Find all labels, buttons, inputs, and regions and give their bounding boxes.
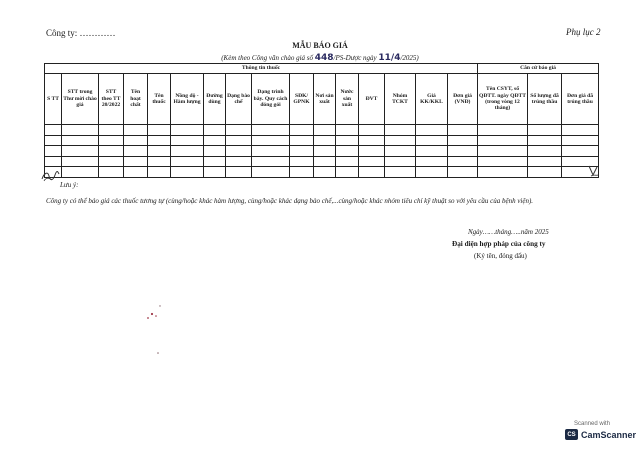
table-row	[45, 167, 599, 178]
document-title: MẪU BÁO GIÁ	[292, 41, 348, 50]
table-cell	[45, 156, 62, 167]
table-cell	[226, 156, 252, 167]
column-header: Tên thuốc	[148, 74, 171, 125]
table-cell	[290, 156, 314, 167]
table-cell	[385, 156, 416, 167]
table-cell	[204, 167, 226, 178]
note-text: Công ty có thể báo giá các thuốc tương tự (cùng/hoặc khác hàm lượng, cùng/hoặc khác dạng bào chế,...cùng/hoặc khác nhóm tiêu chí kỹ thuật so với yêu cầu của bệnh viện).	[46, 197, 534, 205]
table-cell	[562, 146, 599, 157]
table-row	[45, 125, 599, 136]
table-cell	[148, 135, 171, 146]
table-cell	[336, 146, 359, 157]
table-cell	[359, 146, 385, 157]
table-cell	[448, 135, 478, 146]
table-cell	[416, 135, 448, 146]
table-cell	[448, 167, 478, 178]
table-cell	[62, 146, 99, 157]
table-cell	[124, 146, 148, 157]
table-cell	[528, 167, 562, 178]
table-cell	[478, 167, 528, 178]
table-cell	[336, 156, 359, 167]
table-cell	[478, 135, 528, 146]
column-header: Số lượng đã trúng thầu	[528, 74, 562, 125]
table-cell	[148, 167, 171, 178]
group-header-drug-info: Thông tin thuốc	[45, 64, 478, 74]
column-header: Tên hoạt chất	[124, 74, 148, 125]
column-header: Đường dùng	[204, 74, 226, 125]
table-cell	[171, 156, 204, 167]
table-cell	[45, 125, 62, 136]
ink-specks	[140, 296, 180, 356]
table-cell	[528, 135, 562, 146]
table-cell	[99, 167, 124, 178]
table-cell	[448, 146, 478, 157]
table-cell	[290, 135, 314, 146]
table-cell	[204, 146, 226, 157]
table-cell	[148, 146, 171, 157]
document-subtitle	[0, 53, 640, 63]
table-cell	[148, 125, 171, 136]
table-cell	[252, 125, 290, 136]
table-cell	[359, 156, 385, 167]
table-cell	[336, 125, 359, 136]
table-cell	[448, 125, 478, 136]
table-cell	[226, 135, 252, 146]
table-cell	[99, 135, 124, 146]
camscanner-brand: CamScanner	[581, 429, 637, 440]
table-cell	[252, 156, 290, 167]
appendix-label: Phụ lục 2	[566, 27, 601, 37]
table-cell	[124, 156, 148, 167]
company-label: Công ty: …………	[46, 28, 116, 38]
table-cell	[314, 135, 336, 146]
table-cell	[385, 135, 416, 146]
table-cell	[62, 135, 99, 146]
column-header: STT trong Thư mời chào giá	[62, 74, 99, 125]
table-cell	[562, 135, 599, 146]
table-cell	[252, 167, 290, 178]
table-cell	[448, 156, 478, 167]
column-header: Nước sản xuất	[336, 74, 359, 125]
table-cell	[62, 167, 99, 178]
table-cell	[99, 146, 124, 157]
table-cell	[171, 167, 204, 178]
subtitle-suffix: /2025)	[400, 54, 419, 62]
handwritten-scribble-right	[586, 164, 600, 178]
table-cell	[62, 156, 99, 167]
table-row	[45, 135, 599, 146]
table-cell	[252, 146, 290, 157]
table-cell	[314, 156, 336, 167]
table-cell	[478, 156, 528, 167]
column-header: Nhóm TCKT	[385, 74, 416, 125]
table-cell	[359, 135, 385, 146]
table-cell	[528, 146, 562, 157]
handwritten-scribble-left	[40, 169, 60, 183]
subtitle-middle: /PS-Dược ngày	[333, 54, 377, 62]
column-header: ĐVT	[359, 74, 385, 125]
table-cell	[385, 167, 416, 178]
table-cell	[528, 156, 562, 167]
group-header-price-basis: Căn cứ báo giá	[478, 64, 599, 74]
table-cell	[252, 135, 290, 146]
table-cell	[124, 125, 148, 136]
column-header: S TT	[45, 74, 62, 125]
signature-date-line: Ngày……tháng…..năm 2025	[468, 228, 549, 236]
column-header: SĐK/ GPNK	[290, 74, 314, 125]
sign-stamp-note: (Ký tên, đóng dấu)	[474, 252, 527, 260]
table-cell	[171, 135, 204, 146]
table-cell	[562, 125, 599, 136]
table-cell	[45, 135, 62, 146]
table-cell	[99, 156, 124, 167]
table-cell	[359, 125, 385, 136]
table-cell	[290, 167, 314, 178]
table-row	[45, 146, 599, 157]
handwritten-date: 11/4	[378, 53, 401, 63]
legal-representative-label: Đại diện hợp pháp của công ty	[452, 240, 546, 248]
table-cell	[204, 135, 226, 146]
note-label: Lưu ý:	[60, 181, 79, 189]
table-cell	[416, 146, 448, 157]
table-cell	[204, 156, 226, 167]
table-cell	[226, 167, 252, 178]
column-header: Đơn giá đã trúng thầu	[562, 74, 599, 125]
table-cell	[359, 167, 385, 178]
table-cell	[204, 125, 226, 136]
column-header: Nơi sản xuất	[314, 74, 336, 125]
table-cell	[478, 146, 528, 157]
table-cell	[290, 146, 314, 157]
table-cell	[314, 167, 336, 178]
table-cell	[385, 125, 416, 136]
camscanner-watermark	[565, 429, 636, 440]
table-cell	[314, 125, 336, 136]
column-header: STT theo TT 20/2022	[99, 74, 124, 125]
table-cell	[171, 125, 204, 136]
column-header: Dạng trình bày. Quy cách đóng gói	[252, 74, 290, 125]
table-cell	[478, 125, 528, 136]
table-cell	[148, 156, 171, 167]
table-cell	[314, 146, 336, 157]
table-cell	[336, 135, 359, 146]
column-header: Nồng độ - Hàm lượng	[171, 74, 204, 125]
table-cell	[99, 125, 124, 136]
column-header: Dạng bào chế	[226, 74, 252, 125]
table-cell	[528, 125, 562, 136]
column-header: Đơn giá (VNĐ)	[448, 74, 478, 125]
price-quote-table	[44, 63, 599, 178]
table-cell	[124, 135, 148, 146]
table-cell	[171, 146, 204, 157]
column-header: Tên CSYT, số QĐTT. ngày QĐTT (trong vòng 12 tháng)	[478, 74, 528, 125]
subtitle-prefix: (Kèm theo Công văn chào giá số	[221, 54, 313, 62]
camscanner-logo-icon: CS	[565, 429, 578, 440]
scanned-with-label: Scanned with	[574, 421, 611, 427]
table-cell	[416, 167, 448, 178]
table-cell	[62, 125, 99, 136]
table-cell	[226, 146, 252, 157]
table-cell	[45, 146, 62, 157]
table-cell	[336, 167, 359, 178]
table-cell	[290, 125, 314, 136]
table-cell	[416, 125, 448, 136]
handwritten-document-number: 448	[314, 53, 334, 63]
table-cell	[416, 156, 448, 167]
column-header: Giá KK/KKL	[416, 74, 448, 125]
table-cell	[385, 146, 416, 157]
table-cell	[226, 125, 252, 136]
table-cell	[124, 167, 148, 178]
table-row	[45, 156, 599, 167]
